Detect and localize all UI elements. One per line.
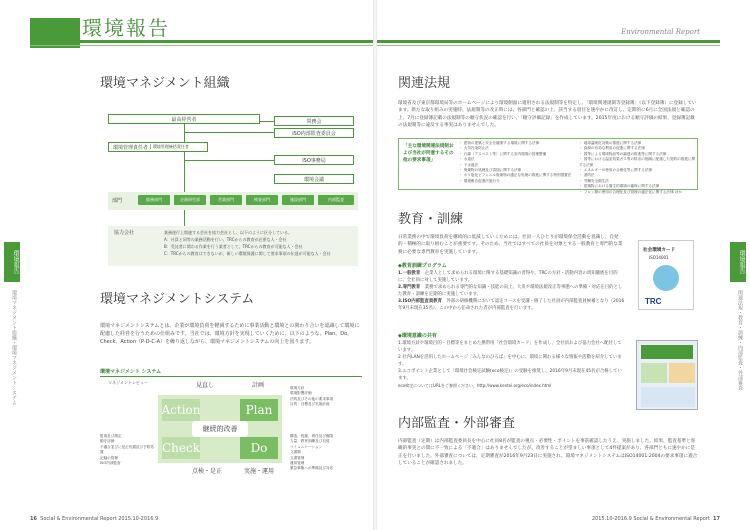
law-item: ・ フロン類の使用の合理化及び管理の適正化に関する法律 ほか bbox=[579, 189, 682, 194]
eco-note: eco検定についてはURLをご参照ください。http://www.kentei.org/eco/index.html bbox=[398, 383, 552, 388]
continual-improvement: 継続的改善 bbox=[192, 421, 248, 437]
program-3-label: 3.ISO内部監査員教育 bbox=[398, 299, 442, 304]
do-item: コミュニケーション bbox=[290, 444, 323, 449]
dept-box-2: 企画研究部 bbox=[174, 195, 206, 205]
law-list-1 bbox=[459, 141, 577, 184]
check-items bbox=[100, 434, 156, 466]
ems-title: 環境マネジメントシステム bbox=[100, 292, 255, 307]
check-item: 順守評価 bbox=[100, 439, 115, 444]
review-note: マネジメントレビュー bbox=[108, 380, 148, 385]
law-item: ・ 大気汚染防止法 bbox=[459, 146, 489, 151]
manager-box: 環境管理責任者 | 環境管理統括責任者 bbox=[108, 142, 208, 152]
program-2-label: 2.専門教育 bbox=[398, 285, 421, 290]
ems-rule bbox=[100, 376, 362, 377]
law-title: 関連法規 bbox=[398, 76, 451, 91]
check-item: 記録の管理 bbox=[100, 455, 118, 460]
law-list-2 bbox=[579, 141, 697, 195]
do-item: 緊急事態への準備及び対応 bbox=[290, 466, 334, 471]
law-item: ・ 消防法 bbox=[579, 173, 595, 178]
check-item: ISO内部監査 bbox=[100, 461, 121, 466]
org-link-sec bbox=[185, 160, 275, 161]
program-list bbox=[398, 270, 626, 312]
program-1 bbox=[398, 270, 626, 284]
review-label: 見直し bbox=[196, 382, 215, 389]
side-tab-left: 環境報告 bbox=[4, 242, 20, 282]
share-2: 2.社内LANを活用したホームページ「みんなのひろば」を中心に、環境に関わる様々な情報や活動を紹介しています。 bbox=[398, 355, 622, 367]
law-item: ・ 建物の建築と安全を確保する環境に関する法律 bbox=[459, 141, 540, 145]
share-1: 1.環境方針や環境目的・目標等をまとめた携帯用「社会環境カード」を作成し、全社員および協力会社へ配付しています。 bbox=[398, 341, 622, 353]
footer-right-text: 2015.10-2016.9 Social & Environmental Report bbox=[591, 516, 710, 522]
partner-box bbox=[108, 226, 358, 266]
intranet-poster bbox=[636, 340, 698, 410]
dept-box-4: 検査部門 bbox=[246, 195, 278, 205]
do-item: 運用管理 bbox=[290, 461, 305, 466]
do-item: 文書管理 bbox=[290, 455, 305, 460]
org-title: 環境マネジメント組織 bbox=[100, 76, 230, 91]
plan-item: 環境方針 bbox=[290, 386, 305, 390]
footer-left bbox=[30, 516, 158, 522]
card-subtitle: ISO14001 bbox=[649, 255, 669, 260]
side-text-right: 関連法規・教育・訓練・内部監査・外部審査 bbox=[737, 290, 743, 390]
share-3: 3.エコポイント企業として「環境社会検定試験(eco検定)」の受験を推奨し、2016年9月末現在45名が合格しています。 bbox=[398, 369, 622, 381]
dept-box-6: 内部監査 bbox=[318, 195, 354, 205]
law-item: ・ 下水道法 bbox=[459, 162, 479, 167]
do-item: 構造、役割、責任及び権限 bbox=[290, 434, 334, 438]
poster-image bbox=[669, 363, 695, 383]
partner-item-c: C：TRCからの教育はできないが、新しい環境保護に関して要求事項の伝達が可能な人・会社 bbox=[164, 251, 331, 256]
dept-box-1: 総務部門 bbox=[138, 195, 170, 205]
poster-header bbox=[641, 345, 693, 359]
card-title: 社会環境カード bbox=[643, 248, 676, 253]
program-2 bbox=[398, 284, 626, 298]
audit-title: 内部監査・外部審査 bbox=[398, 416, 516, 431]
footer-left-text: Social & Environmental Report 2015.10-2016.9 bbox=[40, 516, 159, 522]
check-item: 監視及び測定 bbox=[100, 434, 122, 438]
check-item: 不適合並びに是正処置及び予防処置 bbox=[100, 444, 154, 455]
page-title: 環境報告 bbox=[82, 16, 170, 40]
share-heading: ◆環境意識の共有 bbox=[398, 333, 437, 339]
env-meeting-box: 環境会議 bbox=[274, 174, 354, 184]
do-quadrant: Do bbox=[240, 437, 278, 459]
audit-paragraph: 内部監査（定期）は内部監査委員長を中心に社員8名が監査の視点・必要性・ポイントを事前確認したうえ、実施しました。結果、監査基準と客観的事実との間に不一致による「不適合」はありませんでしたが、改善することが望ましい事項として4件提案があり、各部門ともに速やかに是正を行いました。外部審査については、定期審査が2016年9月23日に実施され、環境マネジメントシステムはISO14001:2004の要求事項に適合していることが確認されました。 bbox=[398, 439, 698, 467]
law-box bbox=[398, 138, 698, 194]
partner-label: 協力会社 bbox=[114, 230, 135, 236]
dept-label: 部門 bbox=[112, 198, 123, 204]
law-item: ・ ポリ塩化ビフェニル廃棄物の適正な処理の推進に関する特別措置法 bbox=[459, 173, 572, 178]
law-item: ・ 建築物における衛生的環境の確保に関する法律 bbox=[579, 184, 660, 189]
side-tab-right: 環境報告 bbox=[730, 242, 746, 282]
ems-paragraph: 環境マネジメントシステムとは、企業が環境負荷を軽減するために事業活動と環境との関わり合いを認識して環境に配慮した経営を行うための仕組みです。当社では、環境方針を実現していくために、以下のような、Plan、Do、Check、Action（P-D-C-A）を繰り返しながら、環境マネジメントシステムの向上を図ります。 bbox=[100, 323, 360, 345]
law-item: ・ 国等における温室効果ガス等の排出の削減に配慮した契約の推進に関する法律 bbox=[579, 157, 696, 167]
partner-notes bbox=[164, 229, 354, 257]
side-text-left: 環境マネジメント組織・環境マネジメントシステム bbox=[11, 290, 17, 405]
plan-quadrant: Plan bbox=[240, 399, 278, 421]
planning-label: 計画 bbox=[252, 382, 265, 389]
program-heading: ◆教育訓練プログラム bbox=[398, 263, 447, 269]
action-quadrant: Action bbox=[162, 399, 200, 421]
page-gutter bbox=[373, 0, 377, 530]
poster-image bbox=[641, 387, 695, 407]
implement-label: 実施・運用 bbox=[244, 468, 275, 475]
trc-logo: TRC bbox=[645, 297, 662, 306]
share-list bbox=[398, 340, 626, 389]
law-item: ・ 環境報告促進法施行令 bbox=[459, 178, 500, 183]
edu-paragraph: 日常業務の中で環境負荷を継続的に低減していくためには、社員一人ひとりが環境保全活動を意識し、自発的・積極的に取り組むことが重要です。そのため、当社ではすべての社員を対象とする一般教育と専門的な業務に必要な専門教育を実施しています。 bbox=[398, 235, 623, 255]
header-english-title: Environmental Report bbox=[621, 28, 700, 36]
law-item: ・ 廃棄物の処理及び清掃に関する法律 bbox=[459, 168, 522, 173]
partner-item-a: A：社員と同等の業務活動を行い、TRCからの教育が必要な人・会社 bbox=[164, 237, 287, 242]
director-box: 常務会 bbox=[274, 116, 354, 126]
manager-label: 環境管理責任者 bbox=[113, 144, 149, 151]
program-1-label: 1.一般教育 bbox=[398, 271, 421, 276]
do-item: 文書類 bbox=[290, 450, 301, 455]
law-item: ・ エネルギーの使用の合理化等に関する法律 bbox=[579, 168, 653, 173]
inspect-label: 点検・是正 bbox=[192, 468, 223, 475]
executive-box: 最高経営者 bbox=[108, 114, 260, 124]
plan-item: 環境影響評価 bbox=[290, 391, 312, 396]
poster-image bbox=[641, 363, 667, 383]
law-item: ・ 労働安全衛生法 bbox=[579, 178, 609, 183]
dept-box-3: 営業部門 bbox=[210, 195, 242, 205]
program-3 bbox=[398, 298, 626, 312]
dept-box-5: 施設部門 bbox=[282, 195, 314, 205]
page-number-right: 17 bbox=[713, 516, 720, 522]
org-spine bbox=[184, 119, 185, 237]
program-2-text: 業務で求められる専門的な知識・技能の向上、大災や環境法規改正等事態への準備・対応を目的とした教育・訓練を定期的に実施しています。 bbox=[398, 285, 623, 297]
secretariat-box: ISO事務局 bbox=[274, 155, 354, 165]
do-item: 力量、教育訓練及び自覚 bbox=[290, 439, 330, 444]
law-box-title: 「主な環境関連法規制および当社が同意するその他の要求事項」 bbox=[403, 144, 454, 163]
law-paragraph: 環境省及び東京都環境局等のホームページにより環境側面に適用される法規制等を特定し、「環境関連規制等登録簿」（以下登録簿）に登録しています。新たな取り組みの実施時、法規制等の改正時には、各部門と確認の上、該当する項目を速やかに改訂し、定期的に6月に全国法規と確認の上、7月に登録簿記載の法規制等の順守状況の確認を行い、「順守評価記録」を作成しています。2015年度における順守評価の結果、登録簿記載の法規制等に違反する事実はありませんでした。 bbox=[398, 101, 697, 129]
law-item: ・ 水道法 bbox=[459, 157, 475, 162]
do-items bbox=[290, 434, 362, 472]
partner-item-b: B：受託者に関わる作業を行う業者として、TRCからの教育が可能な人・会社 bbox=[164, 244, 303, 249]
environment-card bbox=[638, 240, 694, 310]
plan-item: 目的・目標及び実施計画 bbox=[290, 402, 330, 407]
law-item: ・ 資源の有効な利用の促進に関する法律 bbox=[579, 146, 645, 151]
globe-icon bbox=[653, 265, 679, 291]
partner-note: 業務遂行上関連する会社を協力会社とし、以下のように区分している。 bbox=[164, 230, 292, 235]
header-accent-block bbox=[30, 18, 80, 48]
footer-right bbox=[592, 516, 720, 522]
ems-system-label: 環境マネジメント システム bbox=[100, 369, 162, 375]
law-item: ・ 地球温暖化対策の推進に関する法律 bbox=[579, 141, 642, 145]
program-3-text: 外部の研修機関において認定コースを受講・修了した社員が内部監査員候補となり（2016年9月末現在35名）、この中から任命された者が内部監査を行います。 bbox=[398, 299, 625, 311]
plan-items bbox=[290, 386, 362, 408]
iso-committee-box: ISO内部監査委員会 bbox=[274, 128, 354, 138]
page-number-left: 16 bbox=[30, 516, 37, 522]
manager-note: 環境管理統括責任者 bbox=[152, 144, 189, 149]
program-1-text: 企業人として求められる環境に関する基礎知識の習得や、TRCの方針・活動内容の周知徹底を目的に、全社員に対して実施しています。 bbox=[398, 271, 618, 283]
law-item: ・ 国等による環境物品等の調達の推進等に関する法律 bbox=[579, 151, 667, 156]
plan-item: 法的及びその他の要求事項 bbox=[290, 396, 334, 401]
edu-title: 教育・訓練 bbox=[398, 212, 464, 227]
org-link-iso bbox=[185, 132, 275, 133]
law-item: ・ 石綿（アスベスト等）に関する室内環境の管理整備 bbox=[459, 151, 547, 156]
check-quadrant: Check bbox=[162, 437, 200, 459]
